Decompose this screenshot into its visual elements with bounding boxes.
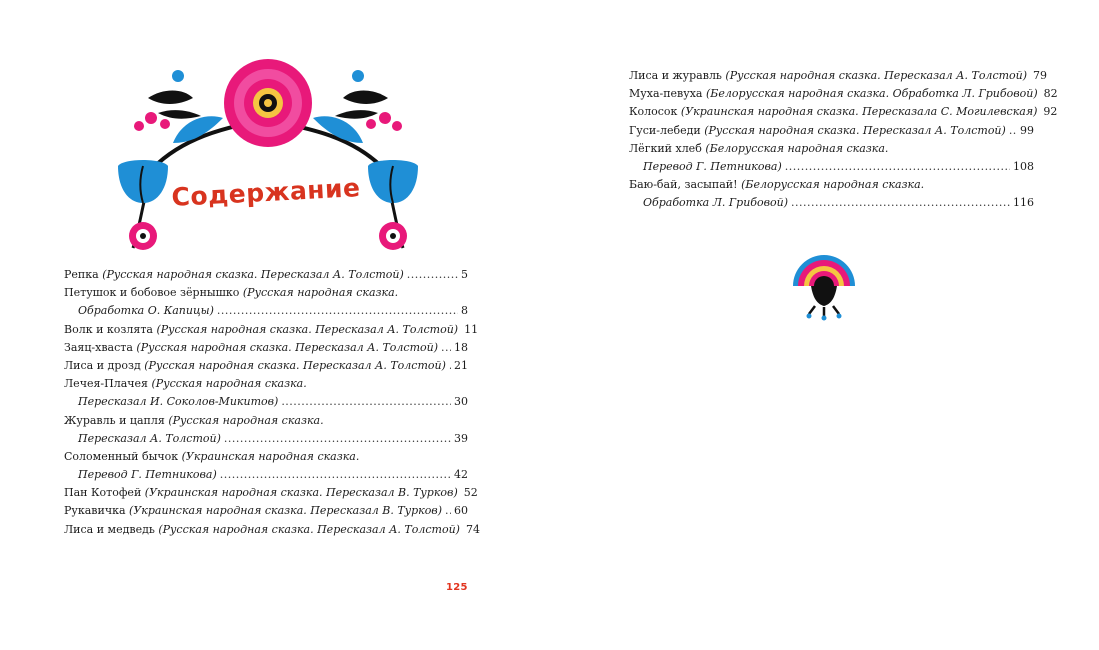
toc-list-left <box>64 266 480 539</box>
toc-entry[interactable] <box>629 140 1034 176</box>
folk-shell-ornament-icon <box>789 246 859 322</box>
entry-page: 116 <box>1013 196 1034 210</box>
entry-page: 92 <box>1043 105 1058 119</box>
toc-entry[interactable] <box>64 266 468 284</box>
entry-page: 30 <box>454 395 468 409</box>
entry-page: 60 <box>454 504 468 518</box>
entry-title: Гуси-лебеди <box>629 123 701 137</box>
entry-source-cont: Пересказал И. Соколов-Микитов) <box>78 395 279 409</box>
folk-flower-ornament-icon <box>113 58 423 258</box>
entry-title: Заяц-хваста <box>64 340 133 354</box>
entry-source: (Русская народная сказка. <box>168 413 324 427</box>
toc-entry[interactable] <box>64 357 468 375</box>
toc-entry[interactable] <box>64 521 480 539</box>
toc-entry[interactable] <box>64 448 468 484</box>
entry-title: Муха-певуха <box>629 87 703 101</box>
page-number: 125 <box>446 582 468 593</box>
entry-page: 79 <box>1033 69 1048 82</box>
entry-source-cont: Перевод Г. Петникова) <box>643 159 782 173</box>
entry-source: (Украинская народная сказка. Пересказал В. Турков) <box>129 504 443 518</box>
entry-source-cont: Пересказал А. Толстой) <box>78 431 221 445</box>
entry-source-cont: Обработка Л. Грибовой) <box>643 196 789 210</box>
entry-source: (Украинская народная сказка. Пересказал В. Турков) <box>144 486 458 500</box>
dot-leader <box>217 302 458 320</box>
entry-title: Соломенный бычок <box>64 449 179 463</box>
toc-entry[interactable] <box>64 339 468 357</box>
dot-leader <box>281 393 451 411</box>
toc-entry[interactable] <box>629 122 1034 140</box>
entry-title: Лиса и журавль <box>629 69 722 82</box>
entry-title: Петушок и бобовое зёрнышко <box>64 286 240 300</box>
dot-leader <box>785 158 1010 176</box>
toc-list-right <box>629 67 1058 213</box>
entry-page: 39 <box>454 431 468 445</box>
entry-title: Волк и козлята <box>64 322 153 336</box>
entry-title: Лечея-Плачея <box>64 377 148 391</box>
entry-source: (Русская народная сказка. Пересказал А. Толстой) <box>725 69 1028 82</box>
entry-source-cont: Обработка О. Капицы) <box>78 304 214 318</box>
entry-title: Баю-бай, засыпай! <box>629 178 738 192</box>
right-page <box>549 0 1099 650</box>
entry-source: (Украинская народная сказка. Пересказала С. Могилевская) <box>680 105 1038 119</box>
dot-leader <box>441 339 451 357</box>
dot-leader <box>791 194 1010 212</box>
entry-title: Журавль и цапля <box>64 413 165 427</box>
entry-source: (Украинская народная сказка. <box>181 449 360 463</box>
dot-leader <box>445 502 451 520</box>
entry-source: (Русская народная сказка. Пересказал А. Толстой) <box>158 522 460 536</box>
toc-entry[interactable] <box>629 67 1048 85</box>
entry-source: (Белорусская народная сказка. <box>741 178 925 192</box>
entry-title: Пан Котофей <box>64 486 142 500</box>
entry-source-cont: Перевод Г. Петникова) <box>78 468 217 482</box>
entry-page: 8 <box>461 304 468 318</box>
entry-source: (Русская народная сказка. Пересказал А. Толстой) <box>136 340 439 354</box>
entry-page: 82 <box>1043 87 1058 101</box>
entry-page: 21 <box>454 358 468 372</box>
entry-source: (Русская народная сказка. Пересказал А. Толстой) <box>156 322 459 336</box>
dot-leader <box>224 430 451 448</box>
toc-entry[interactable] <box>64 502 468 520</box>
dot-leader <box>1009 122 1017 140</box>
entry-page: 5 <box>461 268 468 281</box>
dot-leader <box>220 466 451 484</box>
toc-entry[interactable] <box>64 412 468 448</box>
left-page <box>0 0 549 650</box>
entry-source: (Русская народная сказка. Пересказал А. Толстой) <box>704 123 1006 137</box>
toc-entry[interactable] <box>64 321 479 339</box>
dot-leader <box>407 266 458 284</box>
entry-page: 74 <box>465 522 480 536</box>
contents-heading: Содержание <box>170 173 362 212</box>
entry-page: 11 <box>464 322 479 336</box>
entry-title: Лёгкий хлеб <box>629 141 702 155</box>
toc-entry[interactable] <box>64 284 468 320</box>
entry-page: 52 <box>463 486 478 500</box>
entry-title: Лиса и дрозд <box>64 358 141 372</box>
toc-entry[interactable] <box>629 85 1058 103</box>
entry-title: Репка <box>64 268 99 281</box>
entry-source: (Русская народная сказка. <box>242 286 399 300</box>
entry-page: 42 <box>454 468 468 482</box>
entry-source: (Русская народная сказка. Пересказал А. Толстой) <box>144 358 446 372</box>
entry-source: (Белорусская народная сказка. <box>705 141 889 155</box>
entry-source: (Белорусская народная сказка. Обработка Л. Грибовой) <box>705 87 1038 101</box>
entry-title: Лиса и медведь <box>64 522 155 536</box>
entry-page: 108 <box>1013 159 1034 173</box>
toc-entry[interactable] <box>629 176 1034 212</box>
entry-page: 18 <box>454 340 468 354</box>
entry-title: Рукавичка <box>64 504 126 518</box>
entry-page: 99 <box>1020 123 1034 137</box>
toc-entry[interactable] <box>64 375 468 411</box>
entry-source: (Русская народная сказка. <box>151 377 307 391</box>
dot-leader <box>449 357 451 375</box>
toc-entry[interactable] <box>629 103 1058 121</box>
entry-title: Колосок <box>629 105 678 119</box>
entry-source: (Русская народная сказка. Пересказал А. Толстой) <box>102 268 404 281</box>
toc-entry[interactable] <box>64 484 478 502</box>
